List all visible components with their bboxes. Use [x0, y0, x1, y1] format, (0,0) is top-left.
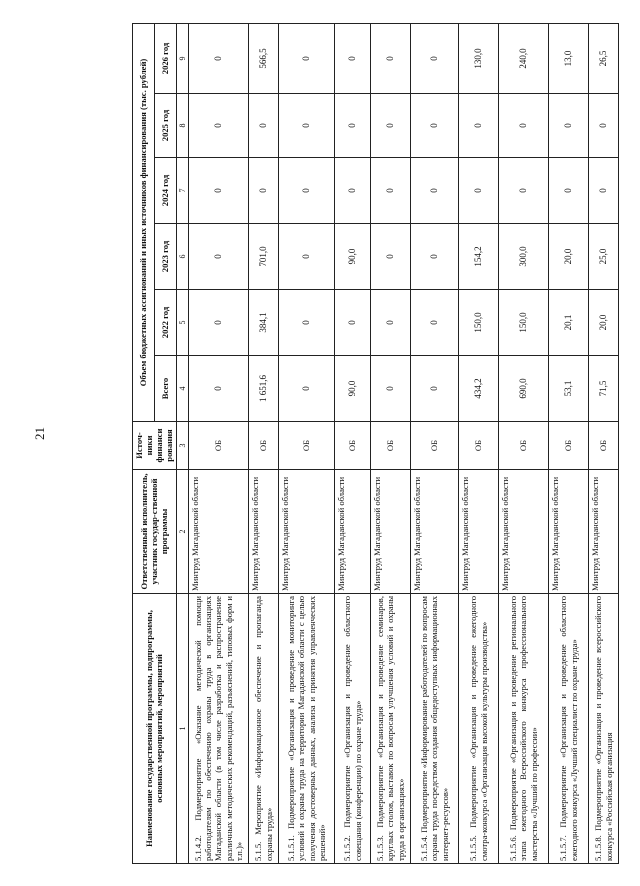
- year-cell: 0: [371, 290, 411, 356]
- header-name: Наименование государственной программы, подпрограммы, основных мероприятий, мероприятий: [133, 594, 177, 864]
- year-cell: 0: [371, 23, 411, 93]
- year-cell: 0: [279, 158, 335, 224]
- measure-name: 5.1.5.4. Подмероприятие «Информирование работодателей по вопросам охраны труда посредством создания общедоступных информационных интернет-ресурсов»: [411, 594, 459, 864]
- total-cell: 0: [371, 356, 411, 422]
- year-cell: 566,5: [249, 23, 279, 93]
- executor-cell: Минтруд Магаданской области: [459, 470, 499, 594]
- measure-name: 5.1.5.2. Подмероприятие «Организация и проведение областного совещания (конференции) по охране труда»: [335, 594, 371, 864]
- year-cell: 25,0: [589, 224, 619, 290]
- year-cell: 150,0: [499, 290, 549, 356]
- source-cell: ОБ: [459, 422, 499, 470]
- column-index: 6: [176, 224, 188, 290]
- measure-name: 5.1.5.7. Подмероприятие «Организация и проведение областного ежегодного конкурса «Лучший специалист по охране труда»: [549, 594, 589, 864]
- year-cell: 0: [589, 94, 619, 158]
- executor-cell: Минтруд Магаданской области: [589, 470, 619, 594]
- rotated-page: [132, 24, 616, 864]
- column-index: 1: [176, 594, 188, 864]
- total-cell: 0: [279, 356, 335, 422]
- year-cell: 0: [335, 23, 371, 93]
- year-cell: 0: [249, 158, 279, 224]
- table-row: [189, 23, 249, 863]
- total-cell: 1 651,6: [249, 356, 279, 422]
- total-cell: 71,5: [589, 356, 619, 422]
- year-cell: 0: [549, 158, 589, 224]
- year-cell: 0: [189, 290, 249, 356]
- source-cell: ОБ: [249, 422, 279, 470]
- header-total: Всего: [154, 356, 176, 422]
- executor-cell: Минтруд Магаданской области: [371, 470, 411, 594]
- year-cell: 0: [335, 94, 371, 158]
- year-cell: 0: [549, 94, 589, 158]
- executor-cell: Минтруд Магаданской области: [499, 470, 549, 594]
- page-number: 21: [32, 427, 47, 440]
- measure-name: 5.1.5.6. Подмероприятие «Организация и проведение регионального этапа ежегодного Всероссийского конкурса профессионального мастерства «Лучший по профессии»: [499, 594, 549, 864]
- executor-cell: Минтруд Магаданской области: [249, 470, 279, 594]
- year-cell: 0: [459, 158, 499, 224]
- source-cell: ОБ: [371, 422, 411, 470]
- year-cell: 0: [335, 158, 371, 224]
- column-index: 2: [176, 470, 188, 594]
- measure-name: 5.1.5.5. Подмероприятие «Организация и проведение ежегодного смотра-конкурса «Организация высокой культуры производства»: [459, 594, 499, 864]
- column-index: 4: [176, 356, 188, 422]
- column-index: 8: [176, 94, 188, 158]
- measure-name: 5.1.5. Мероприятие «Информационное обеспечение и пропаганда охраны труда»: [249, 594, 279, 864]
- column-index: 5: [176, 290, 188, 356]
- year-cell: 384,1: [249, 290, 279, 356]
- year-cell: 0: [189, 158, 249, 224]
- header-year: 2022 год: [154, 290, 176, 356]
- measure-name: 5.1.4.2. Подмероприятие «Оказание методической помощи работодателям по обеспечению охраны труда в организациях Магаданской области (в том числе разработка и распространение различных методических рекомендаций, разъяснений, типовых форм и т.п.)»: [189, 594, 249, 864]
- source-cell: ОБ: [549, 422, 589, 470]
- measure-name: 5.1.5.3. Подмероприятие «Организация и проведение семинаров, круглых столов, выставок по вопросам улучшения условий и охраны труда в организациях»: [371, 594, 411, 864]
- funding-table: [132, 23, 619, 864]
- year-cell: 0: [411, 224, 459, 290]
- year-cell: 154,2: [459, 224, 499, 290]
- year-cell: 0: [335, 290, 371, 356]
- header-funding: Объем бюджетных ассигнований и иных источников финансирования (тыс. рублей): [133, 23, 155, 421]
- column-index: 7: [176, 158, 188, 224]
- total-cell: 690,0: [499, 356, 549, 422]
- year-cell: 0: [279, 23, 335, 93]
- year-cell: 0: [249, 94, 279, 158]
- year-cell: 0: [189, 23, 249, 93]
- table-row: [249, 23, 279, 863]
- measure-name: 5.1.5.1. Подмероприятие «Организация и проведение мониторинга условий и охраны труда на территории Магаданской области с целью получения достоверных данных, анализа и принятия управленческих решений»: [279, 594, 335, 864]
- source-cell: ОБ: [411, 422, 459, 470]
- total-cell: 53,1: [549, 356, 589, 422]
- year-cell: 0: [589, 158, 619, 224]
- year-cell: 0: [189, 224, 249, 290]
- table-row: [279, 23, 335, 863]
- header-year: 2025 год: [154, 94, 176, 158]
- year-cell: 26,5: [589, 23, 619, 93]
- header-source: Источ-ники финанси рования: [133, 422, 177, 470]
- header-year: 2024 год: [154, 158, 176, 224]
- total-cell: 434,2: [459, 356, 499, 422]
- executor-cell: Минтруд Магаданской области: [189, 470, 249, 594]
- header-row-1: [133, 23, 155, 863]
- header-year: 2023 год: [154, 224, 176, 290]
- year-cell: 150,0: [459, 290, 499, 356]
- year-cell: 20,0: [549, 224, 589, 290]
- executor-cell: Минтруд Магаданской области: [411, 470, 459, 594]
- total-cell: 0: [411, 356, 459, 422]
- year-cell: 0: [189, 94, 249, 158]
- executor-cell: Минтруд Магаданской области: [279, 470, 335, 594]
- executor-cell: Минтруд Магаданской области: [335, 470, 371, 594]
- header-year: 2026 год: [154, 23, 176, 93]
- year-cell: 0: [279, 94, 335, 158]
- column-index: 9: [176, 23, 188, 93]
- table-row: [499, 23, 549, 863]
- executor-cell: Минтруд Магаданской области: [549, 470, 589, 594]
- year-cell: 0: [371, 94, 411, 158]
- column-index-row: [176, 23, 188, 863]
- year-cell: 0: [411, 23, 459, 93]
- column-index: 3: [176, 422, 188, 470]
- year-cell: 0: [411, 290, 459, 356]
- table-row: [589, 23, 619, 863]
- year-cell: 0: [499, 94, 549, 158]
- year-cell: 0: [371, 224, 411, 290]
- year-cell: 0: [279, 224, 335, 290]
- source-cell: ОБ: [589, 422, 619, 470]
- header-executor: Ответственный исполнитель, участник государ-ственной программы: [133, 470, 177, 594]
- year-cell: 701,0: [249, 224, 279, 290]
- year-cell: 0: [499, 158, 549, 224]
- year-cell: 90,0: [335, 224, 371, 290]
- year-cell: 20,1: [549, 290, 589, 356]
- table-row: [459, 23, 499, 863]
- year-cell: 13,0: [549, 23, 589, 93]
- table-row: [335, 23, 371, 863]
- source-cell: ОБ: [335, 422, 371, 470]
- measure-name: 5.1.5.8. Подмероприятие «Организация и проведение всероссийского конкурса «Российская организация: [589, 594, 619, 864]
- source-cell: ОБ: [499, 422, 549, 470]
- year-cell: 300,0: [499, 224, 549, 290]
- year-cell: 0: [411, 94, 459, 158]
- year-cell: 0: [279, 290, 335, 356]
- table-row: [371, 23, 411, 863]
- source-cell: ОБ: [189, 422, 249, 470]
- year-cell: 0: [411, 158, 459, 224]
- table-row: [411, 23, 459, 863]
- year-cell: 20,0: [589, 290, 619, 356]
- year-cell: 240,0: [499, 23, 549, 93]
- table-row: [549, 23, 589, 863]
- year-cell: 0: [371, 158, 411, 224]
- total-cell: 0: [189, 356, 249, 422]
- year-cell: 130,0: [459, 23, 499, 93]
- total-cell: 90,0: [335, 356, 371, 422]
- year-cell: 0: [459, 94, 499, 158]
- source-cell: ОБ: [279, 422, 335, 470]
